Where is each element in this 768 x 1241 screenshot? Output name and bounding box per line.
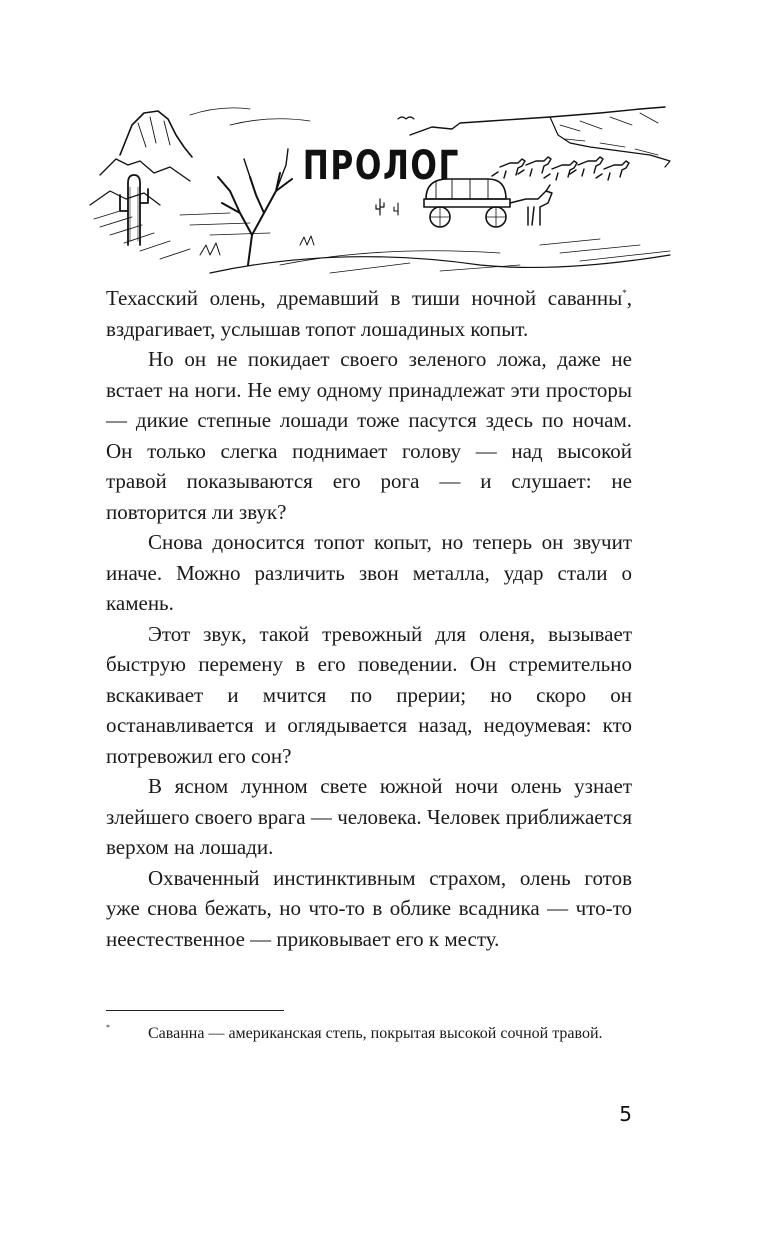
paragraph-2: Но он не покидает своего зеленого ложа, даже не встает на ноги. Не ему одному принадлежат эти просторы — дикие степные лошади тоже пасутся здесь по ночам. Он только слегка поднимает голову — над высокой травой показываются его рога — и слушает: не повторится ли звук?	[106, 347, 632, 524]
paragraph-6: Охваченный инстинктивным страхом, олень готов уже снова бежать, но что-то в облике всадника — что-то неестественное — приковывает его к месту.	[106, 865, 632, 951]
paragraph-1-start: Техасский олень, дремавший в тиши ночной саванны	[106, 286, 623, 310]
mesa-cliffs	[410, 107, 665, 135]
footnote: * Саванна — американская степь, покрытая высокой сочной травой.	[106, 1023, 603, 1042]
paragraph-3: Снова доносится топот копыт, но теперь он звучит иначе. Можно различить звон металла, удар стали о камень.	[106, 530, 632, 615]
paragraph-4: Этот звук, такой тревожный для оленя, вызывает быструю перемену в его поведении. Он стремительно вскакивает и мчится по прерии; но скоро он останавливается и оглядывается назад, недоумевая: кто потревожил его сон?	[106, 621, 632, 768]
body-text	[106, 283, 632, 954]
paragraph-1	[106, 283, 632, 344]
footnote-divider	[106, 1010, 284, 1011]
paragraph-5: В ясном лунном свете южной ночи олень узнает злейшего своего врага — человека. Человек приближается верхом на лошади.	[106, 774, 632, 859]
paragraph-1-end: , вздрагивает, услышав топот лошадиных копыт.	[106, 286, 632, 341]
bird	[398, 117, 414, 119]
page-number: 5	[619, 1102, 632, 1126]
ground-lines	[210, 255, 670, 273]
wagon-horses	[510, 185, 552, 225]
footnote-reference: *	[622, 288, 627, 298]
footnote-text: Саванна — американская степь, покрытая высокой сочной травой.	[148, 1025, 603, 1042]
chapter-title: ПРОЛОГ	[302, 143, 460, 189]
